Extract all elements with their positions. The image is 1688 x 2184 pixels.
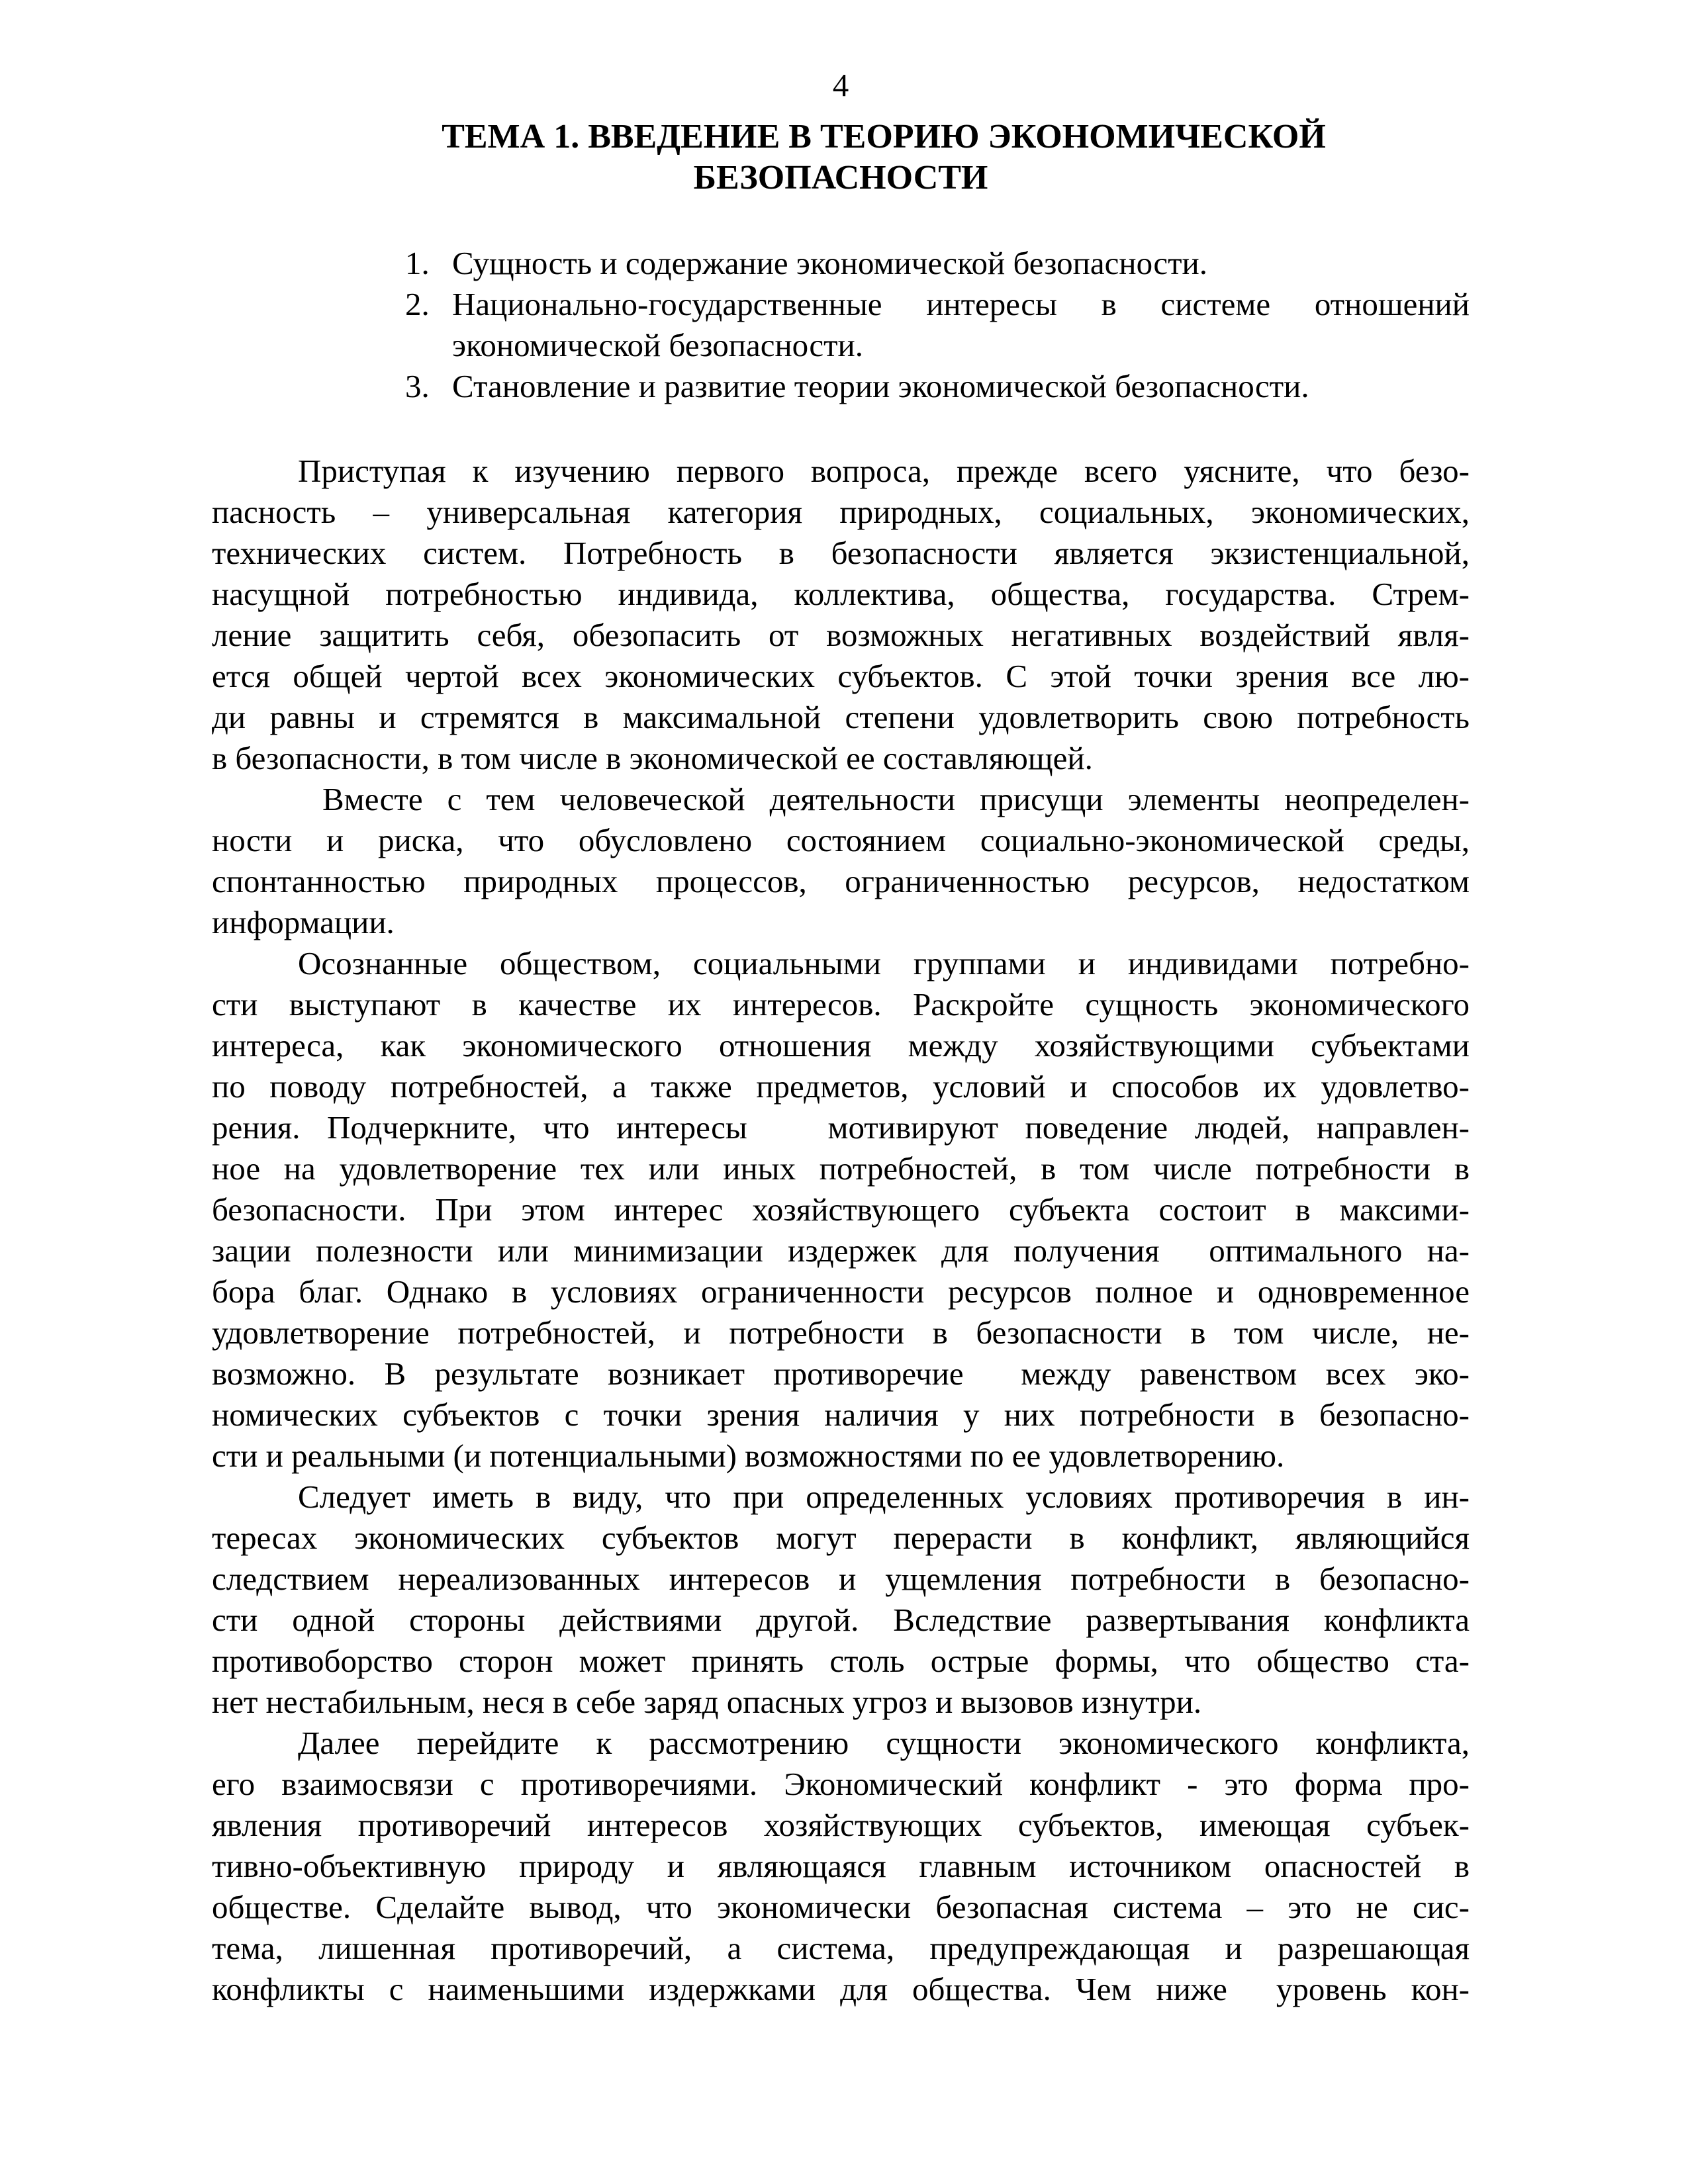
text-line: бора благ. Однако в условиях ограниченности ресурсов полное и одновременное (212, 1273, 1470, 1310)
text-line: экономической безопасности. (452, 327, 864, 363)
agenda-list (405, 243, 1470, 407)
text-line: интереса, как экономического отношения между хозяйствующими субъектами (212, 1027, 1470, 1064)
agenda-item-number: 3. (405, 368, 430, 404)
text-line: ди равны и стремятся в максимальной степени удовлетворить свою потребность (212, 699, 1470, 735)
text-line: в безопасности, в том числе в экономической ее составляющей. (212, 740, 1093, 776)
text-line: ное на удовлетворение тех или иных потребностей, в том числе потребности в (212, 1150, 1470, 1187)
text-line: пасность – универсальная категория природных, социальных, экономических, (212, 494, 1470, 530)
text-line: следствием нереализованных интересов и ущемления потребности в безопасно- (212, 1561, 1470, 1597)
text-line: номических субъектов с точки зрения наличия у них потребности в безопасно- (212, 1396, 1470, 1433)
text-line: технических систем. Потребность в безопасности является экзистенциальной, (212, 535, 1470, 571)
agenda-item-text (452, 243, 1470, 284)
text-line: Сущность и содержание экономической безопасности. (452, 245, 1207, 281)
text-line: информации. (212, 904, 395, 940)
text-line: насущной потребностью индивида, коллектива, общества, государства. Стрем- (212, 576, 1470, 612)
text-line: Приступая к изучению первого вопроса, прежде всего уясните, что безо- (298, 453, 1470, 489)
text-line: явления противоречий интересов хозяйствующих субъектов, имеющая субъек- (212, 1807, 1470, 1843)
agenda-item-text (452, 366, 1470, 407)
text-line: Вместе с тем человеческой деятельности присущи элементы неопределен- (298, 781, 1470, 817)
text-line: его взаимосвязи с противоречиями. Экономический конфликт - это форма про- (212, 1766, 1470, 1802)
title-line-2: БЕЗОПАСНОСТИ (693, 159, 988, 197)
text-line: спонтанностью природных процессов, ограниченностью ресурсов, недостатком (212, 863, 1470, 899)
text-line: ление защитить себя, обезопасить от возможных негативных воздействий явля- (212, 617, 1470, 653)
text-line: тересах экономических субъектов могут перерасти в конфликт, являющийся (212, 1520, 1470, 1556)
text-line: тема, лишенная противоречий, а система, предупреждающая и разрешающая (212, 1930, 1470, 1966)
text-line: противоборство сторон может принять столь острые формы, что общество ста- (212, 1643, 1470, 1679)
text-line: ется общей чертой всех экономических субъектов. С этой точки зрения все лю- (212, 658, 1470, 694)
text-line: сти одной стороны действиями другой. Вследствие развертывания конфликта (212, 1602, 1470, 1638)
agenda-item-text (452, 284, 1470, 366)
text-line: возможно. В результате возникает противоречие между равенством всех эко- (212, 1355, 1470, 1392)
text-line: Становление и развитие теории экономической безопасности. (452, 368, 1309, 404)
paragraph (212, 451, 1470, 779)
text-line: безопасности. При этом интерес хозяйствующего субъекта состоит в максими- (212, 1191, 1470, 1228)
agenda-item (405, 366, 1470, 407)
page-title (212, 116, 1470, 199)
text-line: сти выступают в качестве их интересов. Раскройте сущность экономического (212, 986, 1470, 1023)
text-line: зации полезности или минимизации издержек для получения оптимального на- (212, 1232, 1470, 1269)
paragraph (212, 943, 1470, 1477)
text-line: нет нестабильным, неся в себе заряд опасных угроз и вызовов изнутри. (212, 1684, 1202, 1720)
text-line: Национально-государственные интересы в системе отношений (452, 286, 1470, 322)
paragraph (212, 1477, 1470, 1723)
text-line: Осознанные обществом, социальными группами и индивидами потребно- (298, 945, 1470, 981)
title-line-1: ТЕМА 1. ВВЕДЕНИЕ В ТЕОРИЮ ЭКОНОМИЧЕСКОЙ (442, 118, 1326, 156)
text-line: по поводу потребностей, а также предметов, условий и способов их удовлетво- (212, 1068, 1470, 1105)
text-line: конфликты с наименьшими издержками для общества. Чем ниже уровень кон- (212, 1971, 1470, 2007)
body-text (212, 451, 1470, 2010)
agenda-item (405, 243, 1470, 284)
text-line: Далее перейдите к рассмотрению сущности экономического конфликта, (298, 1725, 1470, 1761)
agenda-item-number: 1. (405, 245, 430, 281)
paragraph (212, 1723, 1470, 2010)
text-line: ности и риска, что обусловлено состоянием социально-экономической среды, (212, 822, 1470, 858)
text-line: тивно-объективную природу и являющаяся главным источником опасностей в (212, 1848, 1470, 1884)
agenda-item-number: 2. (405, 286, 430, 322)
text-line: рения. Подчеркните, что интересы мотивируют поведение людей, направлен- (212, 1109, 1470, 1146)
agenda-item (405, 284, 1470, 366)
paragraph (212, 779, 1470, 943)
text-line: обществе. Сделайте вывод, что экономически безопасная система – это не сис- (212, 1889, 1470, 1925)
text-line: сти и реальными (и потенциальными) возможностями по ее удовлетворению. (212, 1437, 1285, 1474)
page-number: 4 (832, 67, 849, 103)
text-line: удовлетворение потребностей, и потребности в безопасности в том числе, не- (212, 1314, 1470, 1351)
text-line: Следует иметь в виду, что при определенных условиях противоречия в ин- (298, 1479, 1470, 1515)
